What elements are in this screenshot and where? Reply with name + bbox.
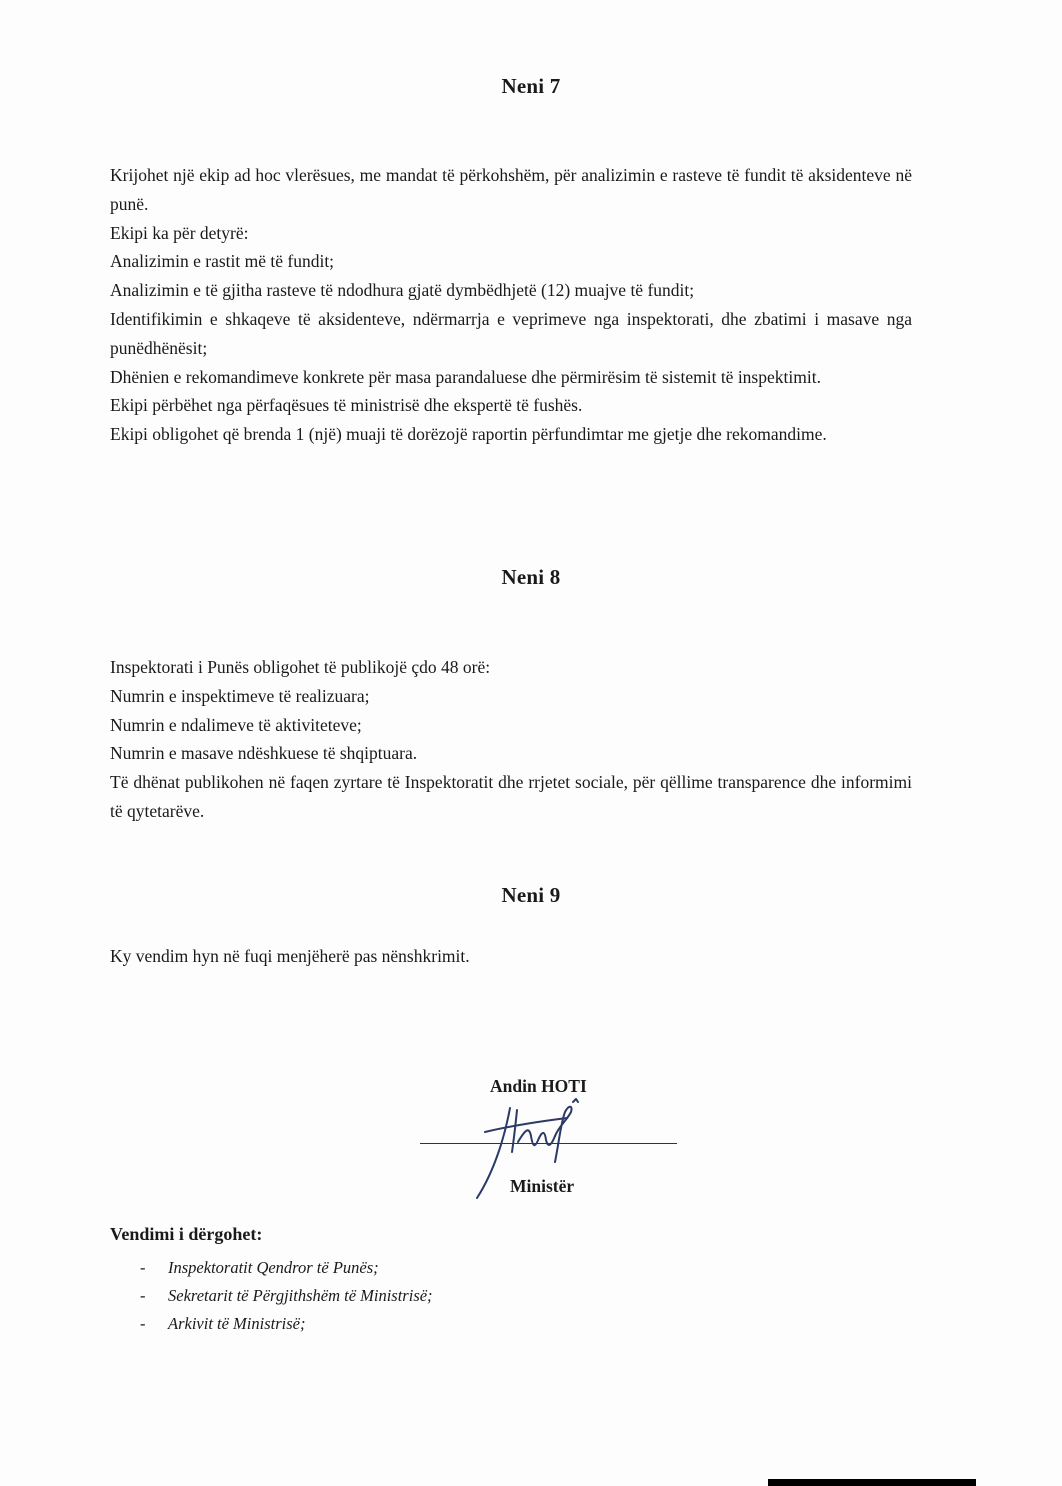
signatory-title: Ministër xyxy=(510,1176,575,1196)
article-7-heading: Neni 7 xyxy=(501,74,561,98)
paragraph: Ekipi përbëhet nga përfaqësues të ministrisë dhe ekspertë të fushës. xyxy=(110,395,583,416)
paragraph: Dhënien e rekomandimeve konkrete për masa parandaluese dhe përmirësim të sistemit të inspektimit. xyxy=(110,366,821,387)
paragraph: Identifikimin e shkaqeve të aksidenteve, ndërmarrja e veprimeve nga inspektorati, dhe zbatimi i masave nga punëdhënësit; xyxy=(110,308,912,358)
paragraph: Analizimin e rastit më të fundit; xyxy=(110,251,335,272)
signatory-name: Andin HOTI xyxy=(490,1076,587,1096)
article-7-body xyxy=(110,161,912,449)
recipient-label: Sekretarit të Përgjithshëm të Ministrisë; xyxy=(168,1286,433,1305)
list-item: - Arkivit të Ministrisë; xyxy=(140,1314,306,1333)
paragraph: Krijohet një ekip ad hoc vlerësues, me mandat të përkohshëm, për analizimin e rasteve të fundit të aksidenteve në punë. xyxy=(110,165,912,214)
paragraph: Numrin e ndalimeve të aktiviteteve; xyxy=(110,714,362,735)
paragraph: Ky vendim hyn në fuqi menjëherë pas nënshkrimit. xyxy=(110,946,470,966)
paragraph: Të dhënat publikohen në faqen zyrtare të Inspektoratit dhe rrjetet sociale, për qëllime transparence dhe informimi të qytetarëve. xyxy=(110,772,912,821)
recipients-heading: Vendimi i dërgohet: xyxy=(110,1224,263,1244)
recipients-list xyxy=(140,1254,433,1338)
article-9-heading: Neni 9 xyxy=(501,883,561,907)
paragraph: Analizimin e të gjitha rasteve të ndodhura gjatë dymbëdhjetë (12) muajve të fundit; xyxy=(110,280,695,301)
article-8-heading: Neni 8 xyxy=(501,565,561,589)
redaction-bar xyxy=(768,1479,976,1486)
paragraph: Inspektorati i Punës obligohet të publikojë çdo 48 orë: xyxy=(110,657,491,677)
list-item: - Inspektoratit Qendror të Punës; xyxy=(140,1258,379,1277)
paragraph: Numrin e inspektimeve të realizuara; xyxy=(110,685,370,706)
paragraph: Numrin e masave ndëshkuese të shqiptuara. xyxy=(110,743,418,764)
recipient-label: Inspektoratit Qendror të Punës; xyxy=(168,1258,379,1277)
list-item: - Sekretarit të Përgjithshëm të Ministrisë; xyxy=(140,1286,433,1305)
article-8-body xyxy=(110,653,912,826)
paragraph: Ekipi ka për detyrë: xyxy=(110,222,249,243)
article-9-body xyxy=(110,942,912,971)
paragraph: Ekipi obligohet që brenda 1 (një) muaji të dorëzojë raportin përfundimtar me gjetje dhe rekomandime. xyxy=(110,424,827,445)
recipient-label: Arkivit të Ministrisë; xyxy=(168,1314,306,1333)
